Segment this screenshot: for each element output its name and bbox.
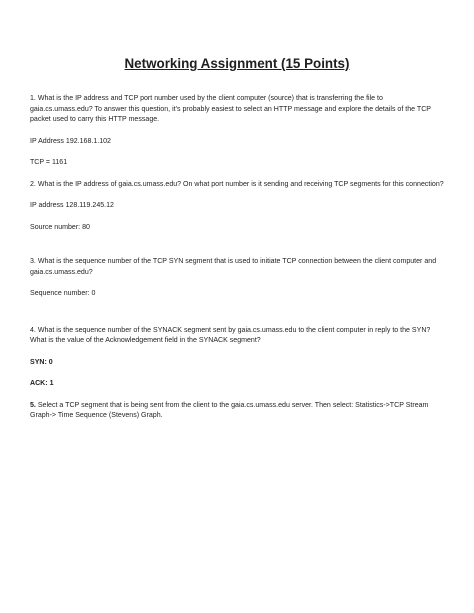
question-4 <box>30 326 444 347</box>
answer-1-tcp: TCP = 1161 <box>30 159 68 166</box>
question-5-number: 5. <box>30 401 36 409</box>
question-1-text: What is the IP address and TCP port number used by the client computer (source) that is transferring the file to gaia.cs.umass.edu? To answer this question, it’s probably easiest to select an HTTP message and explore the details of the TCP packet used to carry this HTTP message. <box>30 95 431 123</box>
question-5-text: Select a TCP segment that is being sent from the client to the gaia.cs.umass.edu server. Then select: Statistics->TCP Stream Graph-> Time Sequence (Stevens) Graph. <box>30 401 429 419</box>
answer-4-syn: SYN: 0 <box>30 358 53 366</box>
question-2 <box>30 180 444 191</box>
page-title: Networking Assignment (15 Points) <box>124 56 350 71</box>
answer-1-ip: IP Address 192.168.1.102 <box>30 137 111 145</box>
answer-3-seq: Sequence number: 0 <box>30 290 96 297</box>
answer-2-port: Source number: 80 <box>30 223 90 231</box>
document-content <box>30 56 444 433</box>
question-1 <box>30 94 444 126</box>
question-3-text: What is the sequence number of the TCP SYN segment that is used to initiate TCP connection between the client computer and gaia.cs.umass.edu? <box>30 258 437 276</box>
question-3-number: 3. <box>30 258 36 265</box>
question-5 <box>30 401 444 422</box>
question-3 <box>30 257 444 278</box>
question-1-number: 1. <box>30 95 36 102</box>
answer-4-ack: ACK: 1 <box>30 380 54 387</box>
question-2-text: What is the IP address of gaia.cs.umass.edu? On what port number is it sending and receiving TCP segments for this connection? <box>37 180 444 188</box>
question-2-number: 2. <box>30 180 36 188</box>
question-4-text: What is the sequence number of the SYNACK segment sent by gaia.cs.umass.edu to the client computer in reply to the SYN? What is the value of the Acknowledgement field in the SYNACK segment? <box>30 326 431 344</box>
question-4-number: 4. <box>30 326 36 334</box>
answer-2-ip: IP address 128.119.245.12 <box>30 202 114 209</box>
